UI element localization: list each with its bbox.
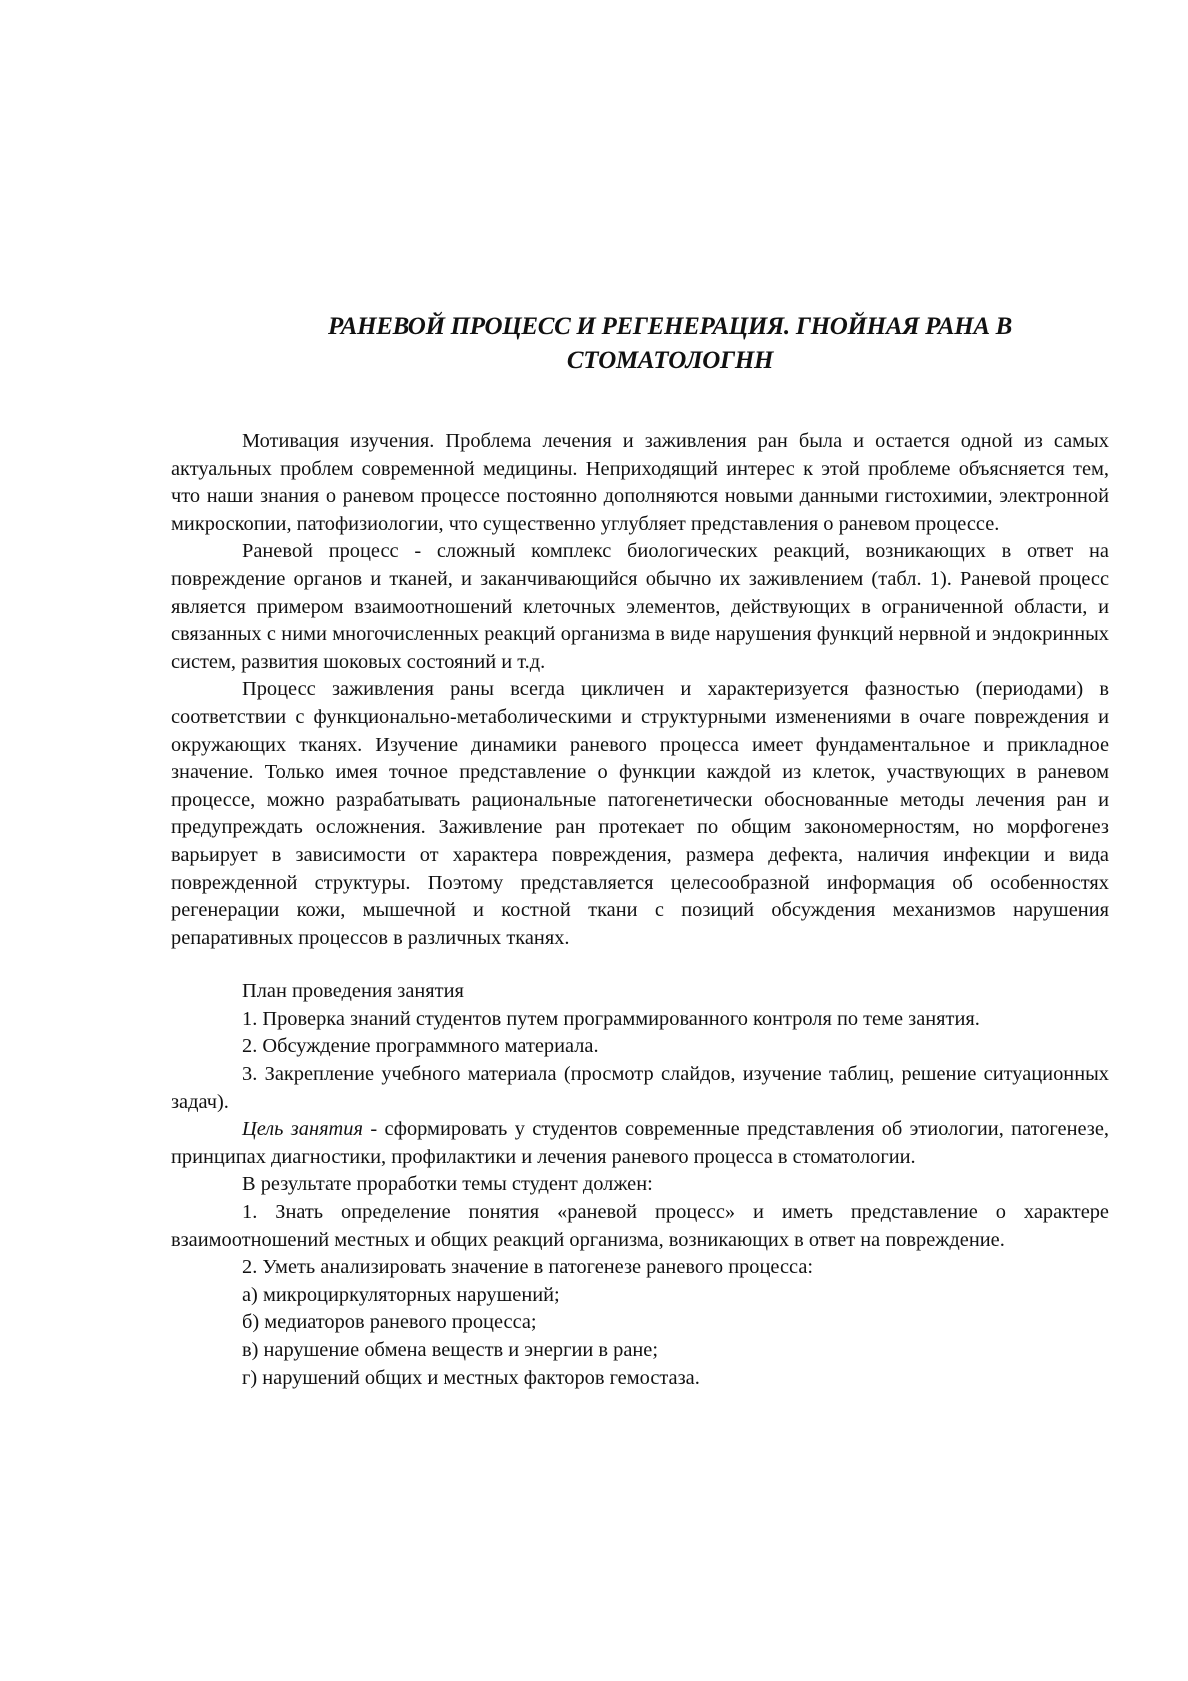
outcome-subitem-c: в) нарушение обмена веществ и энергии в ране; [242,1339,659,1361]
goal-text: - сформировать у студентов современные представления об этиологии, патогенезе, принципах диагностики, профилактики и лечения раневого процесса в стоматологии. [171,1118,1109,1168]
paragraph-definition: Раневой процесс - сложный комплекс биологических реакций, возникающих в ответ на повреждение органов и тканей, и заканчивающийся обычно их заживлением (табл. 1). Раневой процесс является примером взаимоотношений клеточных элементов, действующих в ограниченной области, и связанных с ними многочисленных реакций организма в виде нарушения функций нервной и эндокринных систем, развития шоковых состояний и т.д. [171,540,1109,673]
plan-item-2: 2. Обсуждение программного материала. [242,1035,599,1058]
plan-heading: План проведения занятия [242,980,464,1003]
goal-paragraph [171,1116,1109,1171]
document-title [200,310,1140,378]
outcome-subitem-b: б) медиаторов раневого процесса; [242,1311,537,1334]
section-spacer [171,952,1109,978]
title-line-1: РАНЕВОЙ ПРОЦЕСС И РЕГЕНЕРАЦИЯ. ГНОЙНАЯ РАНА В [327,313,1013,340]
outcomes-intro: В результате проработки темы студент должен: [242,1173,653,1196]
document-body [171,428,1109,1392]
plan-item-1: 1. Проверка знаний студентов путем программированного контроля по теме занятия. [242,1007,980,1030]
plan-item-3: 3. Закрепление учебного материала (просмотр слайдов, изучение таблиц, решение ситуационных задач). [171,1063,1109,1113]
goal-label: Цель занятия [242,1118,363,1141]
outcome-subitem-a: а) микроциркуляторных нарушений; [242,1283,560,1306]
paragraph-motivation: Мотивация изучения. Проблема лечения и заживления ран была и остается одной из самых актуальных проблем современной медицины. Неприходящий интерес к этой проблеме объясняется тем, что наши знания о раневом процессе постоянно дополняются новыми данными гистохимии, электронной микроскопии, патофизиологии, что существенно углубляет представления о раневом процессе. [171,430,1109,535]
title-line-2: СТОМАТОЛОГНН [566,347,774,374]
outcome-subitem-d: г) нарушений общих и местных факторов гемостаза. [242,1366,700,1389]
outcome-item-2: 2. Уметь анализировать значение в патогенезе раневого процесса: [242,1256,814,1279]
outcome-item-1: 1. Знать определение понятия «раневой процесс» и иметь представление о характере взаимоотношений местных и общих реакций организма, возникающих в ответ на повреждение. [171,1201,1109,1251]
paragraph-healing: Процесс заживления раны всегда цикличен и характеризуется фазностью (периодами) в соответствии с функционально-метаболическими и структурными изменениями в очаге повреждения и окружающих тканях. Изучение динамики раневого процесса имеет фундаментальное и прикладное значение. Только имея точное представление о функции каждой из клеток, участвующих в раневом процессе, можно разрабатывать рациональные патогенетически обоснованные методы лечения ран и предупреждать осложнения. Заживление ран протекает по общим закономерностям, но морфогенез варьирует в зависимости от характера повреждения, размера дефекта, наличия инфекции и вида поврежденной структуры. Поэтому представляется целесообразной информация об особенностях регенерации кожи, мышечной и костной ткани с позиций обсуждения механизмов нарушения репаративных процессов в различных тканях. [171,678,1109,949]
